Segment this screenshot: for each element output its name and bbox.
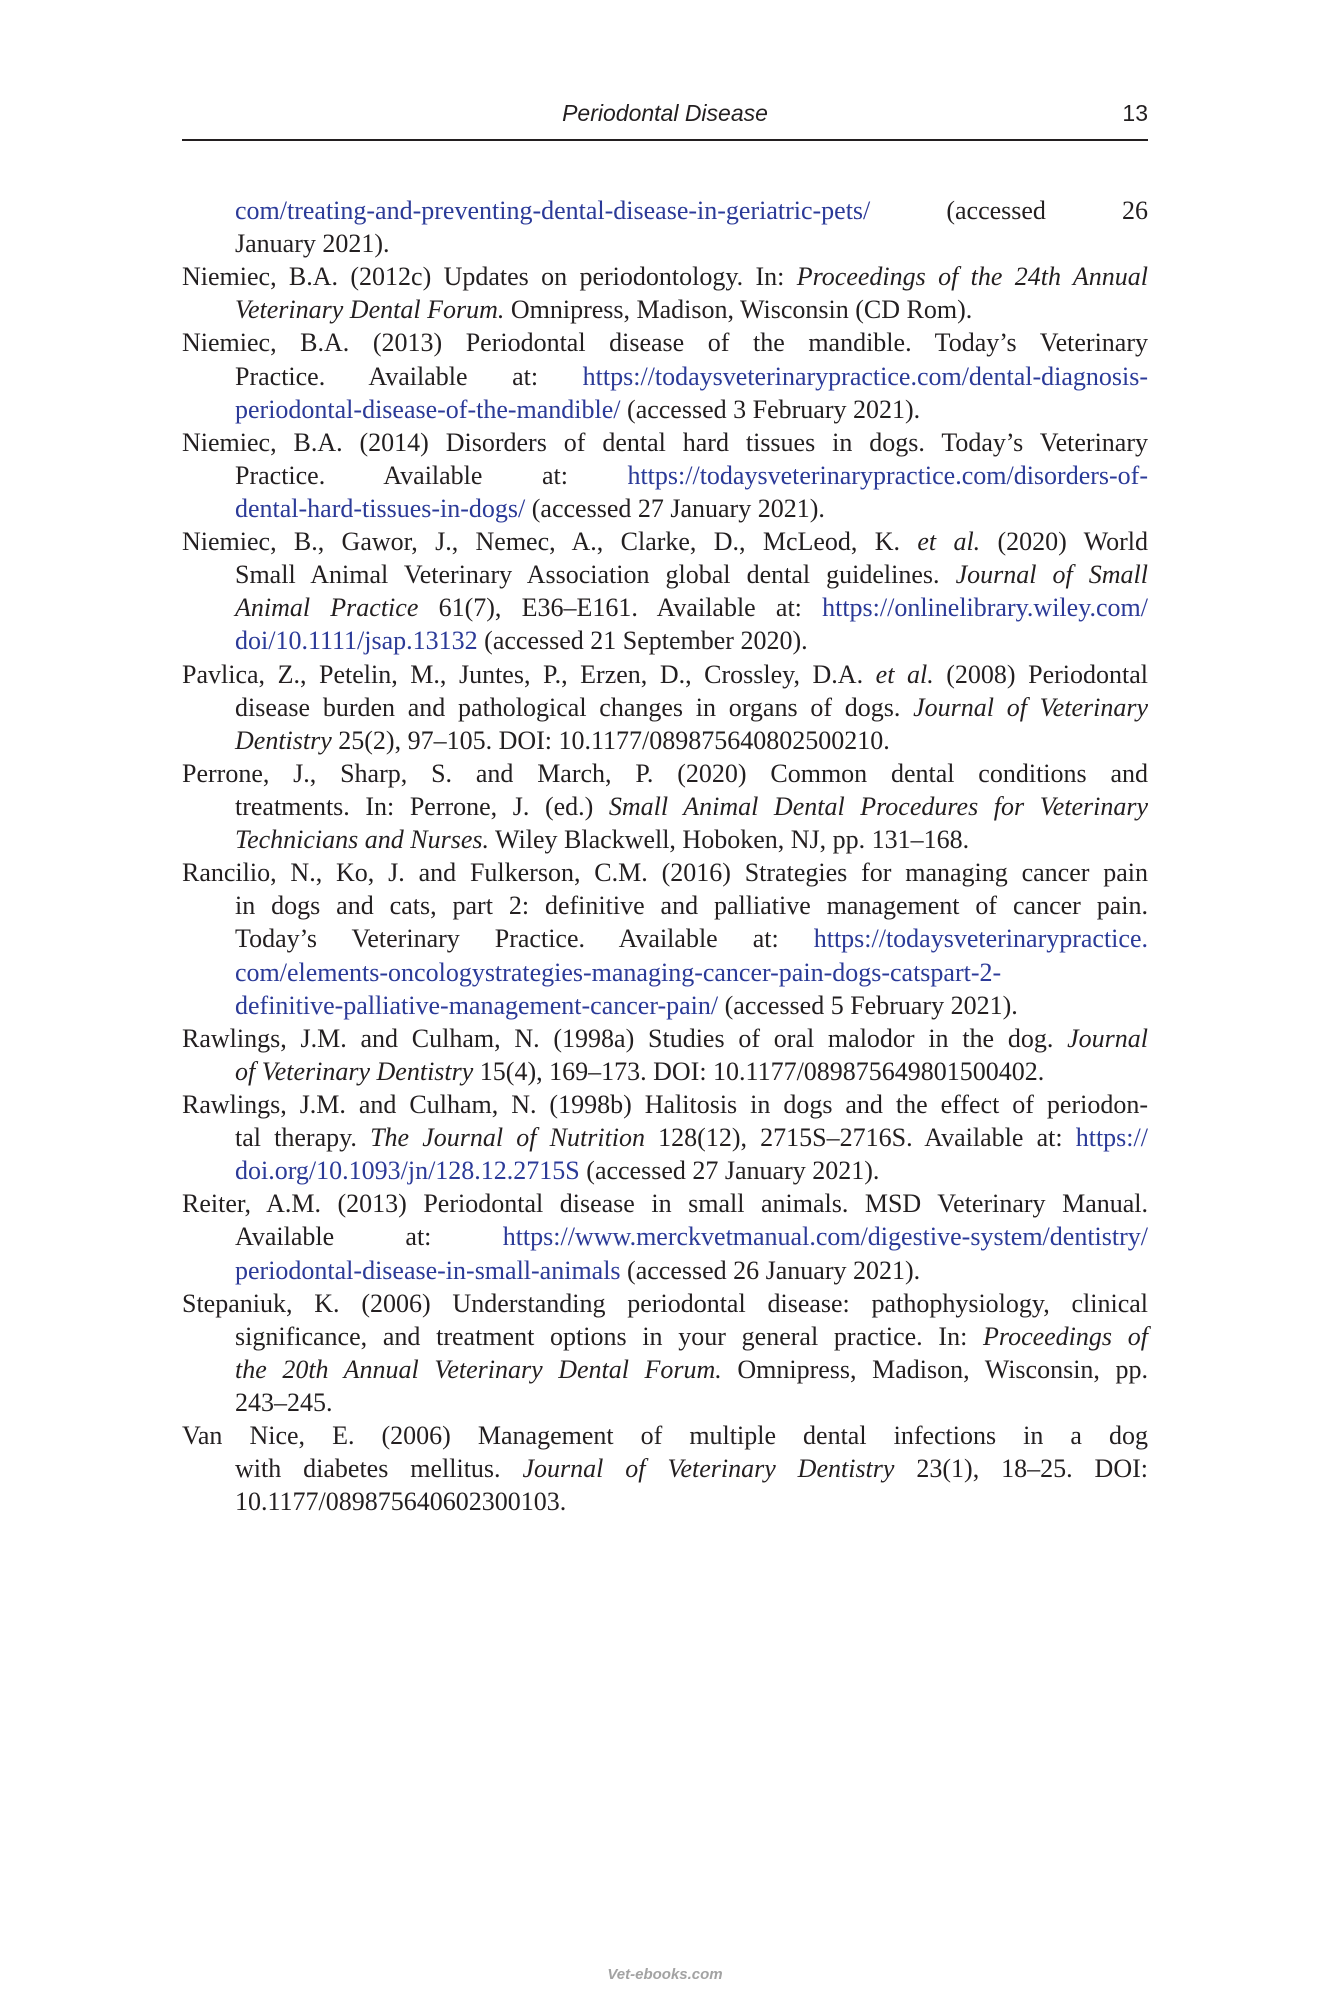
reference-list — [182, 194, 1148, 1518]
reference-text: (accessed 26 — [870, 196, 1148, 225]
reference-line — [182, 790, 1148, 823]
watermark-logo: Vet-ebooks.com — [607, 1966, 723, 1983]
reference-entry — [182, 1287, 1148, 1419]
reference-text: 25(2), 97–105. DOI: 10.1177/089875640802500210. — [331, 725, 890, 755]
reference-text: Niemiec, B.A. (2013) Periodontal disease of the mandible. Today’s Veterinary — [182, 328, 1148, 358]
reference-text: 61(7), E36–E161. Available at: — [418, 593, 823, 623]
reference-text: (accessed 3 February 2021). — [620, 394, 921, 424]
reference-line — [182, 260, 1148, 293]
reference-line — [182, 525, 1148, 558]
reference-text: (accessed 26 January 2021). — [620, 1255, 921, 1285]
reference-italic-text: Animal Practice — [235, 593, 419, 623]
reference-line — [182, 1121, 1148, 1154]
reference-italic-text: et al. — [875, 659, 934, 689]
reference-line — [182, 393, 1148, 426]
reference-line — [182, 1353, 1148, 1386]
reference-entry — [182, 658, 1148, 757]
reference-line — [182, 1254, 1148, 1287]
reference-entry — [182, 194, 1148, 260]
reference-line — [182, 989, 1148, 1022]
reference-line — [182, 1452, 1148, 1485]
reference-text: Available at: — [235, 1222, 503, 1252]
reference-italic-text: Technicians and Nurses. — [235, 825, 489, 855]
reference-italic-text: Proceedings of the 24th Annual — [796, 262, 1148, 292]
reference-entry — [182, 326, 1148, 425]
reference-line — [182, 1154, 1148, 1187]
reference-url-link[interactable]: https://onlinelibrary.wiley.com/ — [822, 593, 1148, 623]
reference-line — [182, 360, 1148, 393]
reference-italic-text: Journal of Veterinary — [913, 692, 1148, 722]
reference-url-link[interactable]: doi.org/10.1093/jn/128.12.2715S — [235, 1156, 580, 1186]
reference-text: (accessed 5 February 2021). — [718, 990, 1018, 1020]
reference-entry — [182, 757, 1148, 856]
reference-line — [182, 889, 1148, 922]
reference-url-link[interactable]: definitive-palliative-management-cancer-pain/ — [235, 990, 719, 1020]
page-number: 13 — [1122, 100, 1148, 126]
reference-line — [182, 326, 1148, 359]
reference-text: Omnipress, Madison, Wisconsin (CD Rom). — [504, 295, 973, 325]
reference-text: Van Nice, E. (2006) Management of multiple dental infections in a dog — [182, 1421, 1148, 1451]
reference-line — [182, 1386, 1148, 1419]
reference-line — [182, 1220, 1148, 1253]
reference-italic-text: Proceedings of — [983, 1321, 1148, 1351]
reference-url-link[interactable]: https://todaysveterinarypractice.com/dental-diagnosis- — [582, 361, 1148, 391]
reference-text: Small Animal Veterinary Association global dental guidelines. — [235, 560, 956, 590]
reference-text: Pavlica, Z., Petelin, M., Juntes, P., Erzen, D., Crossley, D.A. — [182, 659, 876, 689]
reference-line — [182, 1419, 1148, 1452]
reference-text: (accessed 21 September 2020). — [477, 626, 808, 656]
running-head-title: Periodontal Disease — [562, 100, 768, 126]
reference-italic-text: The Journal of Nutrition — [370, 1123, 646, 1153]
reference-url-link[interactable]: https://todaysveterinarypractice.com/disorders-of- — [627, 460, 1148, 490]
reference-italic-text: Dentistry — [235, 725, 332, 755]
reference-text: 128(12), 2715S–2716S. Available at: — [645, 1123, 1076, 1153]
reference-text: Practice. Available at: — [235, 361, 583, 391]
reference-entry — [182, 525, 1148, 657]
reference-text: with diabetes mellitus. — [235, 1454, 523, 1484]
reference-line — [182, 691, 1148, 724]
reference-entry — [182, 856, 1148, 1022]
reference-line — [182, 658, 1148, 691]
reference-italic-text: Small Animal Dental Procedures for Veterinary — [608, 791, 1148, 821]
reference-italic-text: et al. — [917, 527, 981, 557]
reference-text: Omnipress, Madison, Wisconsin, pp. — [721, 1354, 1148, 1384]
reference-text: Stepaniuk, K. (2006) Understanding periodontal disease: pathophysiology, clinical — [182, 1288, 1148, 1318]
reference-line — [182, 558, 1148, 591]
reference-line — [182, 194, 1148, 227]
reference-entry — [182, 1419, 1148, 1518]
reference-line — [182, 856, 1148, 889]
reference-text: Rawlings, J.M. and Culham, N. (1998b) Halitosis in dogs and the effect of periodon- — [182, 1089, 1148, 1119]
reference-text: 15(4), 169–173. DOI: 10.1177/089875649801500402. — [473, 1056, 1045, 1086]
reference-text: Today’s Veterinary Practice. Available at: — [235, 924, 814, 954]
reference-entry — [182, 426, 1148, 525]
reference-text: significance, and treatment options in your general practice. In: — [235, 1321, 984, 1351]
reference-url-link[interactable]: periodontal-disease-of-the-mandible/ — [235, 394, 621, 424]
reference-line — [182, 1485, 1148, 1518]
reference-line — [182, 492, 1148, 525]
running-head — [182, 99, 1148, 127]
reference-entry — [182, 1088, 1148, 1187]
reference-text: January 2021). — [235, 229, 390, 259]
reference-line — [182, 757, 1148, 790]
reference-line — [182, 1088, 1148, 1121]
reference-text: Wiley Blackwell, Hoboken, NJ, pp. 131–168. — [489, 825, 970, 855]
reference-italic-text: Veterinary Dental Forum. — [235, 295, 505, 325]
reference-text: Niemiec, B., Gawor, J., Nemec, A., Clarke, D., McLeod, K. — [182, 527, 918, 557]
reference-line — [182, 922, 1148, 955]
reference-entry — [182, 1022, 1148, 1088]
reference-italic-text: the 20th Annual Veterinary Dental Forum. — [235, 1354, 722, 1384]
reference-url-link[interactable]: dental-hard-tissues-in-dogs/ — [235, 493, 526, 523]
reference-text: Rawlings, J.M. and Culham, N. (1998a) Studies of oral malodor in the dog. — [182, 1023, 1068, 1053]
reference-entry — [182, 1187, 1148, 1286]
reference-text: (2008) Periodontal — [933, 659, 1149, 689]
reference-entry — [182, 260, 1148, 326]
reference-text: Niemiec, B.A. (2012c) Updates on periodontology. In: — [182, 262, 797, 292]
reference-line — [182, 1187, 1148, 1220]
reference-url-link[interactable]: https://todaysveterinarypractice. — [813, 924, 1148, 954]
reference-text: (2020) World — [980, 527, 1149, 557]
reference-line — [182, 956, 1148, 989]
reference-text: Perrone, J., Sharp, S. and March, P. (2020) Common dental conditions and — [182, 758, 1148, 788]
reference-text: Rancilio, N., Ko, J. and Fulkerson, C.M. (2016) Strategies for managing cancer pain — [182, 858, 1148, 888]
reference-line — [182, 591, 1148, 624]
reference-line — [182, 1287, 1148, 1320]
reference-text: Niemiec, B.A. (2014) Disorders of dental hard tissues in dogs. Today’s Veterinary — [182, 427, 1148, 457]
reference-text: (accessed 27 January 2021). — [579, 1156, 880, 1186]
reference-url-link[interactable]: com/treating-and-preventing-dental-disease-in-geriatric-pets/ — [235, 196, 871, 225]
reference-url-link[interactable]: https:// — [1075, 1123, 1148, 1153]
reference-text: (accessed 27 January 2021). — [525, 493, 825, 523]
reference-italic-text: Journal of Small — [955, 560, 1148, 590]
reference-line — [182, 1320, 1148, 1353]
reference-line — [182, 1022, 1148, 1055]
reference-text: 10.1177/089875640602300103. — [235, 1487, 567, 1517]
reference-line — [182, 426, 1148, 459]
reference-text: treatments. In: Perrone, J. (ed.) — [235, 791, 609, 821]
reference-url-link[interactable]: https://www.merckvetmanual.com/digestive-system/dentistry/ — [502, 1222, 1148, 1252]
reference-line — [182, 1055, 1148, 1088]
reference-url-link[interactable]: periodontal-disease-in-small-animals — [235, 1255, 621, 1285]
reference-italic-text: Journal of Veterinary Dentistry — [522, 1454, 895, 1484]
reference-text: 23(1), 18–25. DOI: — [894, 1454, 1148, 1484]
reference-text: disease burden and pathological changes in organs of dogs. — [235, 692, 914, 722]
reference-line — [182, 227, 1148, 260]
header-rule — [182, 139, 1148, 141]
reference-italic-text: Journal — [1067, 1023, 1148, 1053]
reference-line — [182, 293, 1148, 326]
reference-text: tal therapy. — [235, 1123, 371, 1153]
reference-text: in dogs and cats, part 2: definitive and palliative management of cancer pain. — [235, 891, 1148, 921]
reference-text: 243–245. — [235, 1387, 333, 1417]
reference-line — [182, 624, 1148, 657]
reference-italic-text: of Veterinary Dentistry — [235, 1056, 474, 1086]
reference-url-link[interactable]: doi/10.1111/jsap.13132 — [235, 626, 478, 656]
reference-line — [182, 459, 1148, 492]
reference-text: Practice. Available at: — [235, 460, 628, 490]
reference-url-link[interactable]: com/elements-oncologystrategies-managing-cancer-pain-dogs-catspart-2- — [235, 957, 1002, 987]
reference-text: Reiter, A.M. (2013) Periodontal disease in small animals. MSD Veterinary Manual. — [182, 1189, 1148, 1219]
reference-line — [182, 724, 1148, 757]
reference-line — [182, 823, 1148, 856]
